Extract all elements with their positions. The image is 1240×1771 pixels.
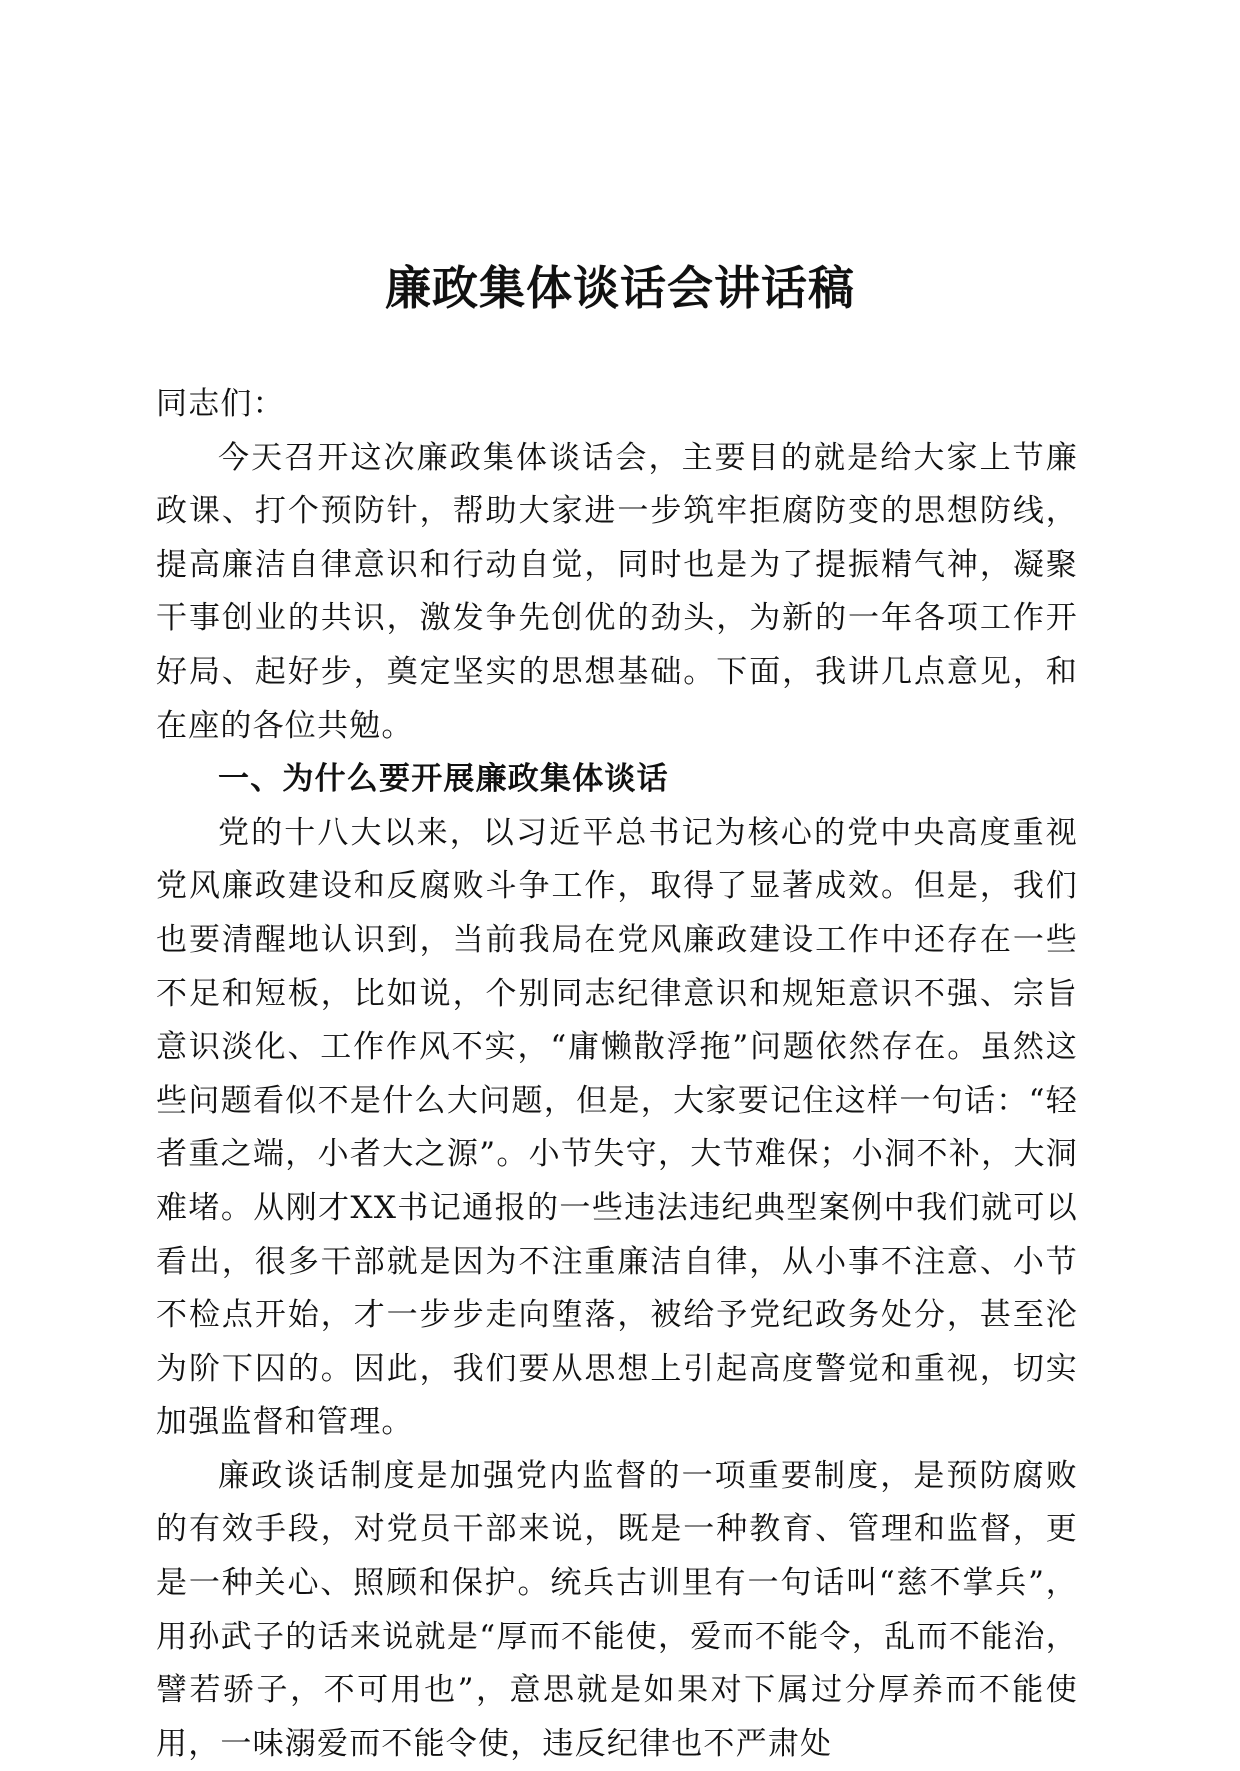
paragraph-background: 党的十八大以来，以习近平总书记为核心的党中央高度重视党风廉政建设和反腐败斗争工作，取得了显著成效。但是，我们也要清醒地认识到，当前我局在党风廉政建设工作中还存在一些不足和短板，比如说，个别同志纪律意识和规矩意识不强、宗旨意识淡化、工作作风不实，“庸懒散浮拖”问题依然存在。虽然这些问题看似不是什么大问题，但是，大家要记住这样一句话：“轻者重之端，小者大之源”。小节失守，大节难保；小洞不补，大洞难堵。从刚才XX书记通报的一些违法违纪典型案例中我们就可以看出，很多干部就是因为不注重廉洁自律，从小事不注意、小节不检点开始，才一步步走向堕落，被给予党纪政务处分，甚至沦为阶下囚的。因此，我们要从思想上引起高度警觉和重视，切实加强监督和管理。 [156, 814, 1078, 1441]
document-title: 廉政集体谈话会讲话稿 [385, 261, 855, 315]
section-heading: 一、为什么要开展廉政集体谈话 [218, 761, 669, 798]
paragraph-system: 廉政谈话制度是加强党内监督的一项重要制度，是预防腐败的有效手段，对党员干部来说，既是一种教育、管理和监督，更是一种关心、照顾和保护。统兵古训里有一句话叫“慈不掌兵”，用孙武子的话来说就是“厚而不能使，爱而不能令，乱而不能治，譬若骄子，不可用也”，意思就是如果对下属过分厚养而不能使用，一味溺爱而不能令使，违反纪律也不严肃处 [156, 1457, 1078, 1762]
document-body [156, 378, 1078, 1771]
salutation: 同志们： [156, 386, 285, 422]
paragraph-intro: 今天召开这次廉政集体谈话会，主要目的就是给大家上节廉政课、打个预防针，帮助大家进一步筑牢拒腐防变的思想防线，提高廉洁自律意识和行动自觉，同时也是为了提振精气神，凝聚干事创业的共识，激发争先创优的劲头，为新的一年各项工作开好局、起好步，奠定坚实的思想基础。下面，我讲几点意见，和在座的各位共勉。 [156, 439, 1078, 744]
